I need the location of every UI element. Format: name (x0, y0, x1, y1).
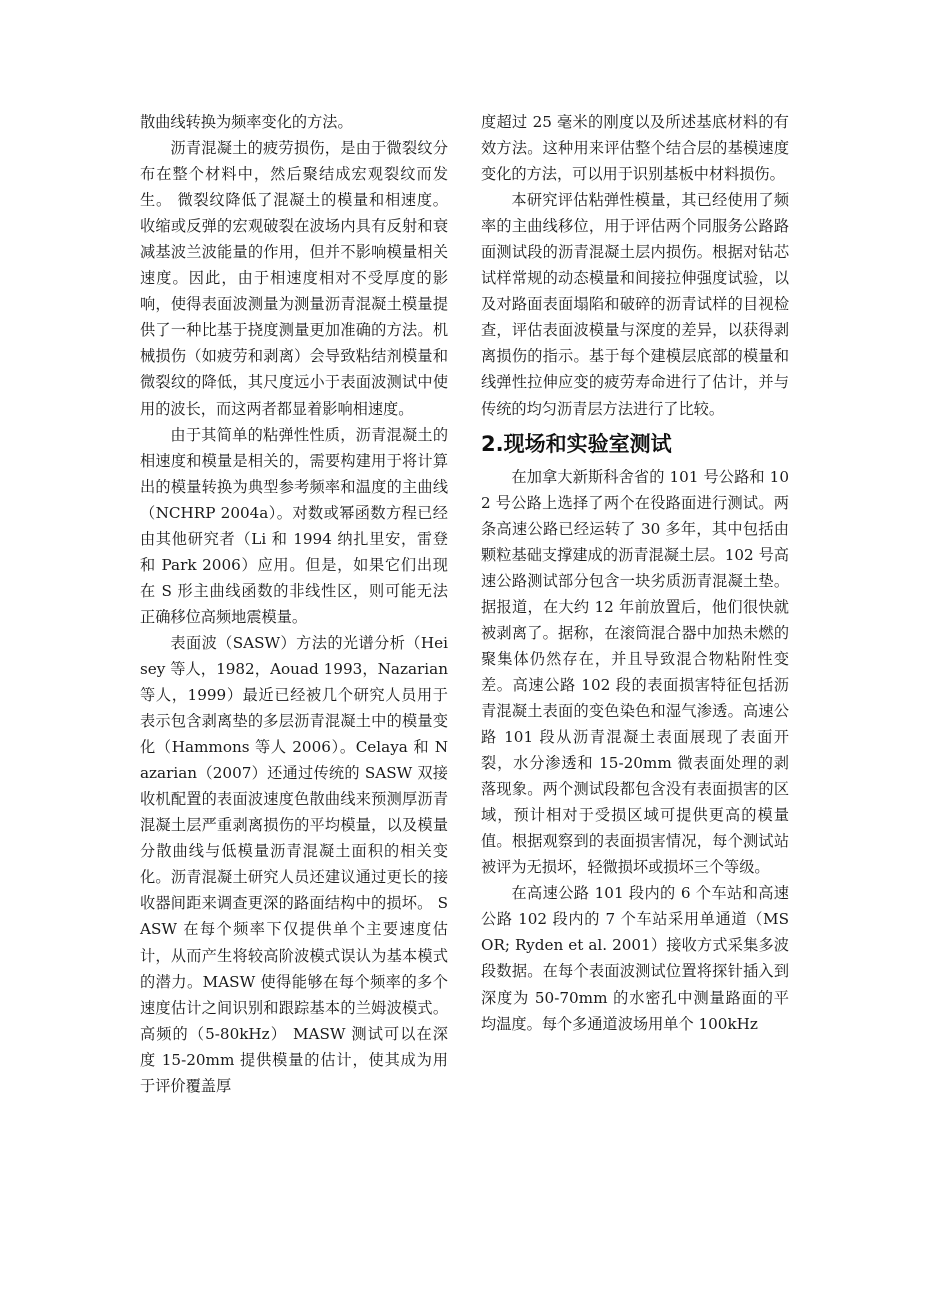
right-column (481, 109, 789, 1037)
left-column (140, 109, 448, 1099)
paragraph-field-sites: 在加拿大新斯科舍省的 101 号公路和 102 号公路上选择了两个在役路面进行测试。两条高速公路已经运转了 30 多年，其中包括由颗粒基础支撑建成的沥青混凝土层。102 号高速公路测试部分包含一块劣质沥青混凝土垫。据报道，在大约 12 年前放置后，他们很快就被剥离了。据称，在滚筒混合器中加热未燃的聚集体仍然存在，并且导致混合物粘附性变差。高速公路 102 段的表面损害特征包括沥青混凝土表面的变色染色和湿气渗透。高速公路 101 段从沥青混凝土表面展现了表面开裂，水分渗透和 15-20mm 微表面处理的剥落现象。两个测试段都包含没有表面损害的区域，预计相对于受损区域可提供更高的模量值。根据观察到的表面损害情况，每个测试站被评为无损坏，轻微损坏或损坏三个等级。 (481, 467, 789, 877)
section-heading: 2.现场和实验室测试 (481, 431, 672, 456)
paragraph-sasw-masw: 表面波（SASW）方法的光谱分析（Heisey 等人，1982，Aouad 1993，Nazarian 等人，1999）最近已经被几个研究人员用于表示包含剥离垫的多层沥青混凝土中的模量变化（Hammons 等人 2006）。Celaya 和 Nazarian（2007）还通过传统的 SASW 双接收机配置的表面波速度色散曲线来预测厚沥青混凝土层严重剥离损伤的平均模量，以及模量分散曲线与低模量沥青混凝土面积的相关变化。沥青混凝土研究人员还建议通过更长的接收器间距来调查更深的路面结构中的损坏。 SASW 在每个频率下仅提供单个主要速度估计，从而产生将较高阶波模式误认为基本模式的潜力。MASW 使得能够在每个频率的多个速度估计之间识别和跟踪基本的兰姆波模式。高频的（5-80kHz） MASW 测试可以在深度 15-20mm 提供模量的估计，使其成为用于评价覆盖厚 (140, 633, 448, 1095)
paragraph-dispersion-end: 散曲线转换为频率变化的方法。 (140, 113, 353, 131)
paragraph-data-collection: 在高速公路 101 段内的 6 个车站和高速公路 102 段内的 7 个车站采用单通道（MSOR; Ryden et al. 2001）接收方式采集多波段数据。在每个表面波测试位置将探针插入到深度为 50-70mm 的水密孔中测量路面的平均温度。每个多通道波场用单个 100kHz (481, 884, 789, 1033)
paragraph-viscoelastic: 由于其简单的粘弹性性质，沥青混凝土的相速度和模量是相关的，需要构建用于将计算出的模量转换为典型参考频率和温度的主曲线（NCHRP 2004a）。对数或幂函数方程已经由其他研究者（Li 和 1994 纳扎里安，雷登和 Park 2006）应用。但是，如果它们出现在 S 形主曲线函数的非线性区，则可能无法正确移位高频地震模量。 (140, 425, 448, 626)
paragraph-stiffness-method: 度超过 25 毫米的刚度以及所述基底材料的有效方法。这种用来评估整个结合层的基模速度变化的方法，可以用于识别基板中材料损伤。 (481, 113, 789, 184)
paragraph-study-evaluation: 本研究评估粘弹性模量，其已经使用了频率的主曲线移位，用于评估两个同服务公路路面测试段的沥青混凝土层内损伤。根据对钻芯试样常规的动态模量和间接拉伸强度试验，以及对路面表面塌陷和破碎的沥青试样的目视检查，评估表面波模量与深度的差异，以获得剥离损伤的指示。基于每个建模层底部的模量和线弹性拉伸应变的疲劳寿命进行了估计，并与传统的均匀沥青层方法进行了比较。 (481, 191, 789, 418)
paragraph-fatigue-damage: 沥青混凝土的疲劳损伤，是由于微裂纹分布在整个材料中，然后聚结成宏观裂纹而发生。 微裂纹降低了混凝土的模量和相速度。收缩或反弹的宏观破裂在波场内具有反射和衰减基波兰波能量的作用，但并不影响模量相关速度。因此，由于相速度相对不受厚度的影响，使得表面波测量为测量沥青混凝土模量提供了一种比基于挠度测量更加准确的方法。机械损伤（如疲劳和剥离）会导致粘结剂模量和微裂纹的降低，其尺度远小于表面波测试中使用的波长，而这两者都显着影响相速度。 (140, 139, 448, 418)
